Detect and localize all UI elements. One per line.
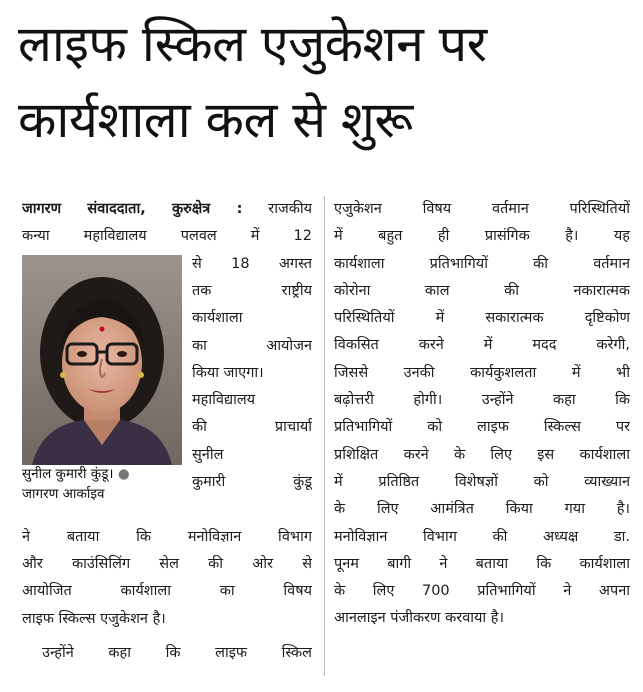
article-text: बढ़ोत्तरी होगी। उन्होंने कहा कि — [334, 392, 630, 409]
article-text: परिस्थितियों में सकारात्मक दृष्टिकोण — [334, 310, 630, 327]
photo-caption — [22, 464, 192, 504]
article-text: में प्रतिष्ठित विशेषज्ञों को व्याख्यान — [334, 473, 630, 490]
article-line — [192, 469, 312, 496]
headline-line-1: लाइफ स्किल एजुकेशन पर — [18, 15, 487, 73]
caption-credit: जागरण आर्काइव — [22, 486, 105, 502]
article-text: और काउंसिलिंग सेल की ओर से — [22, 555, 312, 572]
article-text: से 18 अगस्त — [192, 255, 312, 272]
author-photo — [22, 255, 182, 465]
caption-bullet: ● — [117, 466, 130, 482]
article-text: की प्राचार्या — [192, 419, 312, 436]
article-text: महाविद्यालय — [192, 392, 256, 409]
article-line — [22, 640, 312, 667]
article-line — [192, 414, 312, 441]
article-line — [192, 333, 312, 360]
article-line — [22, 196, 312, 223]
caption-name: सुनील कुमारी कुंडू। — [22, 466, 114, 482]
article-text: में बहुत ही प्रासंगिक है। यह — [334, 228, 630, 245]
article-line — [192, 442, 312, 469]
article-text: का आयोजन — [192, 337, 312, 354]
article-text: कार्यशाला प्रतिभागियों की वर्तमान — [334, 255, 630, 272]
article-line — [22, 223, 312, 250]
headline-line-2: कार्यशाला कल से शुरू — [18, 91, 413, 149]
article-line — [22, 551, 312, 578]
article-text: राजकीय — [268, 201, 312, 217]
article-text: किया जाएगा। — [192, 364, 264, 381]
article-text: लाइफ स्किल्स एजुकेशन है। — [22, 610, 166, 627]
byline: जागरण संवाददाता, कुरुक्षेत्र : — [22, 201, 243, 217]
article-text: एजुकेशन विषय वर्तमान परिस्थितियों — [334, 201, 630, 217]
portrait-image — [22, 255, 182, 465]
article-text: आनलाइन पंजीकरण करवाया है। — [334, 610, 504, 627]
article-text: आयोजित कार्यशाला का विषय — [22, 583, 312, 600]
column-divider — [324, 196, 325, 676]
article-line — [22, 524, 312, 551]
headline — [18, 6, 628, 158]
article-text: कार्यशाला — [192, 310, 243, 327]
article-line — [192, 305, 312, 332]
article-text: ने बताया कि मनोविज्ञान विभाग — [22, 528, 312, 545]
article-text: पूनम बागी ने बताया कि कार्यशाला — [334, 555, 630, 572]
article-line — [192, 387, 312, 414]
article-text: जिससे उनकी कार्यकुशलता में भी — [334, 364, 630, 381]
article-text: कुमारी कुंडू — [192, 474, 312, 490]
article-text: मनोविज्ञान विभाग की अध्यक्ष डा. — [334, 528, 630, 545]
article-text: कोरोना काल की नकारात्मक — [334, 282, 630, 299]
article-text: प्रशिक्षित करने के लिए इस कार्यशाला — [334, 446, 630, 463]
article-line — [22, 578, 312, 605]
article-text: उन्होंने कहा कि लाइफ स्किल — [42, 645, 312, 661]
article-text: प्रतिभागियों को लाइफ स्किल्स पर — [334, 419, 630, 436]
article-line — [192, 251, 312, 278]
article-body — [22, 196, 630, 686]
article-text: विकसित करने में मदद करेगी, — [334, 337, 630, 354]
article-text: के लिए आमंत्रित किया गया है। — [334, 501, 630, 518]
article-text: सुनील — [192, 446, 224, 463]
article-text: के लिए 700 प्रतिभागियों ने अपना — [334, 583, 630, 600]
article-text: तक राष्ट्रीय — [192, 282, 312, 299]
article-line — [22, 606, 312, 633]
article-line — [192, 278, 312, 305]
right-column — [334, 196, 630, 633]
article-text: कन्या महाविद्यालय पलवल में 12 — [22, 228, 312, 245]
article-line — [192, 360, 312, 387]
